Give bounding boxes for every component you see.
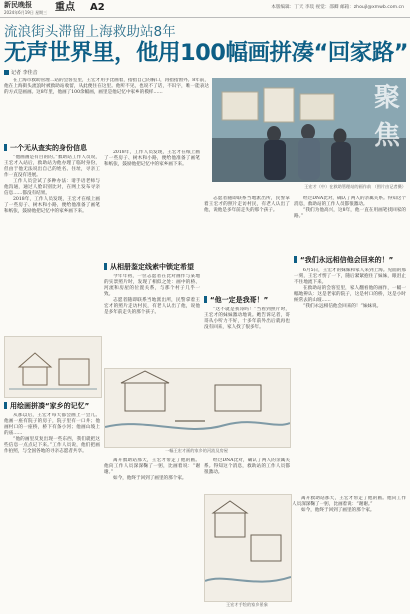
paragraph: 在救助站的会客室里，家人翻看他的画作，一幅一幅地辨认：这是老家的院子，这是村口的桥，这是小时候常去的山坡……: [294, 286, 406, 303]
paragraph: 离开救助站那天，王宏才带走了他的画。他向工作人员深深鞠了一躬，比画着说：“谢谢。”: [104, 458, 200, 475]
editor-credits: 本版编辑：丁天 李琰 视觉：邵卿 邮箱：zhoujl@xmwb.com.cn: [271, 5, 404, 10]
kicker: 流浪街头滞留上海救助站8年: [4, 24, 176, 40]
drawing-placeholder: [104, 368, 291, 448]
child-drawing-house: [5, 337, 101, 397]
paragraph: 工作人员尝试了多种办法：请手语老师与他沟通，通过人脸识别比对，在网上发布寻亲信息……都没有结果。: [4, 179, 100, 196]
section-heading: “我们永远相信他会回来的！”: [294, 256, 393, 265]
heading-marker: [104, 263, 107, 270]
section-body: [104, 150, 200, 258]
paragraph: 离开救助站那天，王宏才带走了他的画。他向工作人员深深鞠了一躬，比画着说：“谢谢。”: [292, 496, 406, 507]
section-body: [204, 307, 290, 365]
child-drawing-village: [205, 495, 291, 601]
paragraph: 经过DNA比对，确认了两人的亲属关系。得知这个消息，救助站的工作人员都很激动。: [204, 458, 290, 475]
byline-marker: [4, 70, 9, 75]
paragraph: 如今，他终于回到了画里的那个家。: [301, 508, 375, 513]
paragraph: “他画画是有目的的。”救助站工作人员说，王宏才入站后，救助站为他办理了临时身份，但由于他无法说出自己的姓名、住址，寻亲工作一直没有进展。: [4, 155, 100, 178]
overlay-character: 焦: [373, 121, 400, 151]
section-body: [4, 413, 100, 611]
drawing-caption: 一幅王宏才画的家乡的河流及房屋: [165, 448, 228, 453]
heading-marker: [204, 296, 207, 303]
section-heading: 一个无从查实的身份信息: [4, 144, 87, 153]
paragraph: 今年年初，一位志愿者在比对画作与某地的实景照片时，发现了相似之处：画中的桥、河流和房屋的位置关系，与那个村子几乎一致。: [104, 274, 200, 297]
child-drawing-river: [105, 369, 290, 447]
paragraph: 6月5日，王宏才的妹妹和家人来到上海。见面的那一刻，王宏才愣了一下，随后紧紧抱住了妹妹，眼泪止不住地流下来。: [294, 268, 406, 285]
page-number: A2: [90, 2, 105, 13]
byline-text: 记者 李佳音: [11, 70, 38, 76]
paragraph: 志愿者随即联系当地派出所，民警拿着王宏才的照片走访村民，有老人认出了他，说他是多年前走失的那个孩子。: [204, 196, 290, 213]
section-body: [294, 268, 406, 492]
photo-caption: 王宏才（中）在救助管理站的画作前 （图片由记者摄）: [304, 184, 406, 189]
newspaper-masthead: 新民晚报: [4, 1, 32, 9]
section-body: [104, 274, 200, 364]
heading-marker: [4, 402, 7, 409]
paragraph: 经过DNA比对，确认了两人的亲属关系。得知这个消息，救助站的工作人员都很激动。: [294, 196, 406, 207]
lead-photo: [212, 78, 406, 182]
section-heading: “他一定是我哥！”: [204, 296, 268, 305]
paragraph: 2018年，工作人员发现，王宏才在纸上画了一些房子、树木和小路，便给他准备了画笔和纸张，鼓励他把记忆中的家乡画下来。: [104, 150, 200, 167]
paragraph: “这不就是我哥吗！”当看到照片时，王宏才的妹妹激动地说。她告诉记者，哥哥从小听力不好，十多年前外出后就再也没有回来，家人找了很多年。: [204, 307, 290, 330]
lead-paragraph: 在上海市救助管理二站的会客室里，王宏才用手比画着，指指自己的胸口，再指指窗外。8年前，他在上海街头流浪时被救助站收留，从此便住在这里。他听不见，也说不了话，不识字，唯一能表达的方式是画画。这8年里，他画了100余幅画，画里是他记忆中家乡的模样……: [4, 78, 209, 95]
issue-date: 2024年6月19日 星期三: [4, 10, 48, 15]
paragraph: 如今，他终于回到了画里的那个家。: [113, 476, 187, 481]
paragraph: “我们为他高兴，这8年，他一直在用画笔找回家的路。”: [294, 208, 406, 219]
byline: [4, 70, 38, 76]
headline: 无声世界里，他用100幅画拼凑“回家路”: [4, 40, 409, 66]
section-body: [104, 458, 200, 608]
section-name: 重点: [55, 2, 75, 13]
paragraph: 志愿者随即联系当地派出所，民警拿着王宏才的照片走访村民，有老人认出了他，说他是多年前走失的那个孩子。: [104, 298, 200, 315]
section-heading: 用绘画拼凑“家乡的记忆”: [4, 402, 89, 411]
paragraph: “我们永远相信他会回来的！”妹妹说。: [303, 304, 382, 309]
page-header: [0, 0, 410, 18]
paragraph: 2018年，工作人员发现，王宏才在纸上画了一些房子、树木和小路，便给他准备了画笔和纸张，鼓励他把记忆中的家乡画下来。: [4, 197, 100, 214]
section-body: [292, 496, 406, 576]
drawing-placeholder: [204, 494, 292, 602]
heading-marker: [294, 256, 297, 263]
section-body: [204, 196, 290, 292]
section-body: [4, 155, 100, 335]
drawing-placeholder: [4, 336, 102, 398]
paragraph: “他的画里反复出现一些东西，我们就把这些信息一点点记下来。”工作人员说，他们把画作拍照，与全国各地的寻亲志愿者共享。: [4, 437, 100, 454]
overlay-character: 聚: [373, 83, 400, 113]
heading-marker: [4, 144, 7, 151]
drawing-caption: 王宏才手绘的家乡景象: [226, 602, 268, 607]
paragraph: 从那以后，王宏才每天都会画上一会儿。他画一座有院子的房子，院子里有一口井；他画村口的一座桥，桥下有条小河；他画山坡上的庙……: [4, 413, 100, 436]
section-heading: 从相册鉴定线索中锁定希望: [104, 263, 194, 272]
section-body: [204, 458, 290, 492]
section-body: [294, 196, 406, 252]
